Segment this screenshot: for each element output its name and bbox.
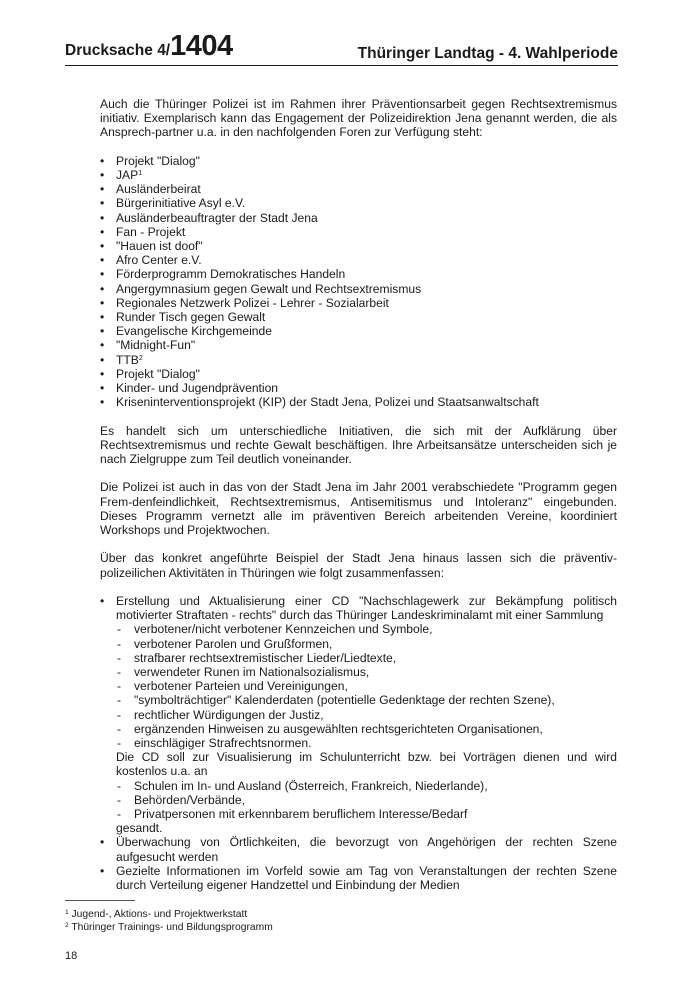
forum-item bbox=[100, 282, 617, 296]
footnotes bbox=[65, 908, 273, 934]
initiatives-paragraph: Es handelt sich um unterschiedliche Initiativen, die sich mit der Aufklärung über Rechtsextremismus und rechte Gewalt beschäftigen. Ihre Arbeitsansätze unterscheiden sich je nach Zielgruppe zum Teil deutlich voneinander. bbox=[100, 423, 617, 467]
forum-label: Runder Tisch gegen Gewalt bbox=[116, 310, 266, 325]
forum-label: Afro Center e.V. bbox=[116, 253, 202, 268]
forum-label: TTB bbox=[116, 352, 139, 367]
cd-distribution-text: Die CD soll zur Visualisierung im Schulunterricht bzw. bei Vorträgen dienen und wird kostenlos u.a. an bbox=[116, 750, 617, 779]
footnote-ref: 2 bbox=[138, 354, 143, 362]
cd-content-item: - strafbarer rechtsextremistischer Lieder/Liedtexte, bbox=[116, 651, 617, 665]
forum-item bbox=[100, 196, 617, 210]
activity-closing: gesandt. bbox=[116, 821, 163, 836]
forum-item bbox=[100, 381, 617, 395]
forum-label: Kinder- und Jugendprävention bbox=[116, 381, 279, 396]
activity-item bbox=[100, 594, 617, 835]
forum-label: Fan - Projekt bbox=[116, 224, 186, 239]
forum-label: Bürgerinitiative Asyl e.V. bbox=[116, 196, 246, 211]
cd-content-item: - verbotener Parteien und Vereinigungen, bbox=[116, 679, 617, 693]
forum-label: Angergymnasium gegen Gewalt und Rechtsextremismus bbox=[116, 281, 422, 296]
page-body bbox=[100, 97, 617, 892]
cd-contents-list bbox=[116, 622, 617, 750]
forum-item bbox=[100, 154, 617, 168]
forum-label: Regionales Netzwerk Polizei - Lehrer - Sozialarbeit bbox=[116, 295, 389, 310]
cd-recipient-item: - Schulen im In- und Ausland (Österreich, Frankreich, Niederlande), bbox=[116, 779, 617, 793]
cd-recipient-item: - Privatpersonen mit erkennbarem beruflichem Interesse/Bedarf bbox=[116, 807, 617, 821]
footnote-text: Thüringer Trainings- und Bildungsprogramm bbox=[71, 922, 273, 933]
parliament-title: Thüringer Landtag - 4. Wahlperiode bbox=[357, 45, 618, 62]
cd-content-item: - ergänzenden Hinweisen zu ausgewählten rechtsgerichteten Organisationen, bbox=[116, 722, 617, 736]
forum-item bbox=[100, 296, 617, 310]
forum-label: Evangelische Kirchgemeinde bbox=[116, 324, 272, 339]
forum-item bbox=[100, 338, 617, 352]
forum-label: Projekt "Dialog" bbox=[116, 153, 200, 168]
cd-recipient-item: - Behörden/Verbände, bbox=[116, 793, 617, 807]
document-number bbox=[65, 30, 233, 63]
activity-item bbox=[100, 864, 617, 892]
footnote-text: Jugend-, Aktions- und Projektwerkstatt bbox=[71, 909, 248, 920]
forum-item bbox=[100, 353, 617, 367]
jena-program-paragraph: Die Polizei ist auch in das von der Stadt Jena im Jahr 2001 verabschiedete "Programm gegen Frem-denfeindlichkeit, Rechtsextremismus, Antisemitismus und Intoleranz" eingebunden. Dieses Programm vernetzt alle im präventiven Bereich arbeitenden Vereine, koordiniert Workshops und Projektwochen. bbox=[100, 480, 617, 538]
forum-item bbox=[100, 367, 617, 381]
forum-label: "Midnight-Fun" bbox=[116, 338, 196, 353]
forum-label: "Hauen ist doof" bbox=[116, 239, 203, 254]
page-header bbox=[65, 30, 618, 66]
forum-item bbox=[100, 267, 617, 281]
forum-label: Ausländerbeirat bbox=[116, 182, 201, 197]
activity-item bbox=[100, 835, 617, 863]
forum-list bbox=[100, 154, 617, 410]
footnote-mark: 1 bbox=[65, 909, 69, 916]
forum-item bbox=[100, 211, 617, 225]
forum-item bbox=[100, 253, 617, 267]
forum-item bbox=[100, 239, 617, 253]
footnote bbox=[65, 921, 273, 934]
page-number: 18 bbox=[65, 950, 78, 962]
forum-label: Kriseninterventionsprojekt (KIP) der Stadt Jena, Polizei und Staatsanwaltschaft bbox=[116, 395, 539, 410]
cd-content-item: - "symbolträchtiger" Kalenderdaten (potentielle Gedenktage der rechten Szene), bbox=[116, 693, 617, 707]
cd-content-item: - einschlägiger Strafrechtsnormen. bbox=[116, 736, 617, 750]
cd-recipients-list bbox=[116, 779, 617, 822]
footnote-mark: 2 bbox=[65, 922, 69, 929]
forum-item bbox=[100, 182, 617, 196]
activity-text: • Erstellung und Aktualisierung einer CD "Nachschlagewerk zur Bekämpfung politisch motivierter Straftaten - rechts" durch das Thüringer Landeskriminalamt mit einer Sammlung bbox=[116, 594, 617, 623]
cd-content-item: - verbotener Parolen und Grußformen, bbox=[116, 637, 617, 651]
forum-item bbox=[100, 168, 617, 182]
intro-paragraph: Auch die Thüringer Polizei ist im Rahmen ihrer Präventionsarbeit gegen Rechtsextremismus initiativ. Exemplarisch kann das Engagement der Polizeidirektion Jena genannt werden, die als Ansprech-partner u.a. in den nachfolgenden Foren zur Verfügung steht: bbox=[100, 97, 617, 140]
forum-item bbox=[100, 395, 617, 409]
footnote bbox=[65, 908, 273, 921]
forum-label: Ausländerbeauftragter der Stadt Jena bbox=[116, 210, 318, 225]
forum-item bbox=[100, 225, 617, 239]
forum-item bbox=[100, 324, 617, 338]
forum-item bbox=[100, 310, 617, 324]
header-rule bbox=[65, 65, 618, 66]
activity-text: • Gezielte Informationen im Vorfeld sowie am Tag von Veranstaltungen der rechten Szene durch Verteilung eigener Handzettel und Einbindung der Medien bbox=[116, 863, 617, 893]
document-label: Drucksache 4/ bbox=[65, 42, 171, 59]
cd-content-item: - verwendeter Runen im Nationalsozialismus, bbox=[116, 665, 617, 679]
summary-intro-paragraph: Über das konkret angeführte Beispiel der Stadt Jena hinaus lassen sich die präventiv-polizeilichen Aktivitäten in Thüringen wie folgt zusammenfassen: bbox=[100, 551, 617, 580]
forum-label: Projekt "Dialog" bbox=[116, 366, 200, 381]
footnote-ref: 1 bbox=[138, 170, 143, 177]
forum-label: Förderprogramm Demokratisches Handeln bbox=[116, 267, 346, 282]
document-number-value: 1404 bbox=[170, 30, 233, 62]
activity-text: • Überwachung von Örtlichkeiten, die bevorzugt von Angehörigen der rechten Szene aufgesucht werden bbox=[116, 835, 617, 864]
activities-list bbox=[100, 594, 617, 892]
cd-content-item: - rechtlicher Würdigungen der Justiz, bbox=[116, 708, 617, 722]
cd-content-item: - verbotener/nicht verbotener Kennzeichen und Symbole, bbox=[116, 622, 617, 636]
footnote-rule bbox=[65, 900, 135, 901]
forum-label: JAP bbox=[116, 168, 139, 182]
